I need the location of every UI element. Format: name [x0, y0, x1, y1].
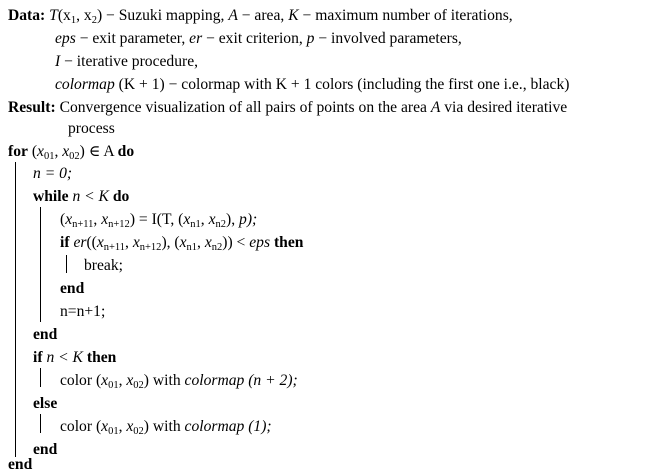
n-init: n = 0; — [33, 165, 73, 182]
end-if-else: end — [33, 441, 58, 458]
color-else-line: color ($x_{01}$, $x_{02}$) with colormap (1); — [60, 418, 272, 437]
end-while: end — [33, 326, 58, 343]
else-block-bar — [40, 414, 41, 433]
break-statement: break; — [84, 257, 123, 274]
data-line-2: eps − exit parameter, er − exit criterion, p − involved parameters, — [55, 30, 462, 47]
data-line-3: I − iterative procedure, — [55, 53, 199, 70]
n-increment: n=n+1; — [60, 303, 106, 320]
result-line-1: Result: Convergence visualization of all pairs of points on the area A via desired iterative — [8, 99, 568, 116]
while-line: while n < K do — [33, 188, 130, 205]
for-line: for ($x_{01}$, $x_{02}$) ∈ A do — [8, 143, 135, 162]
if-nk-block-bar — [40, 368, 41, 387]
while-block-bar — [40, 207, 41, 322]
if-er-line: if $er((x_{n+11}$, $x_{n+12}$), ($x_{n1}$, $x_{n2}$)) < eps then — [60, 234, 304, 253]
iteration-line: ($x_{n+11}$, $x_{n+12}) = I(T$, ($x_{n1}$, $x_{n2}$), p); — [60, 211, 258, 230]
else-keyword: else — [33, 395, 58, 412]
result-label: Result: — [8, 99, 56, 116]
end-for: end — [8, 456, 33, 473]
color-then-line: color ($x_{01}$, $x_{02}$) with colormap (n + 2); — [60, 372, 298, 391]
result-line-2: process — [68, 120, 115, 137]
data-line-4: colormap (K + 1) − colormap with K + 1 colors (including the first one i.e., black) — [55, 76, 570, 93]
if-nk-line: if n < K then — [33, 349, 117, 366]
if-er-block-bar — [66, 255, 67, 273]
data-label: Data: — [8, 7, 46, 24]
for-block-bar — [15, 162, 16, 457]
data-line-1: Data: $T(x_1$, $x_2$) − Suzuki mapping, A − area, K − maximum number of iterations, — [8, 7, 513, 26]
end-if-er: end — [60, 280, 85, 297]
